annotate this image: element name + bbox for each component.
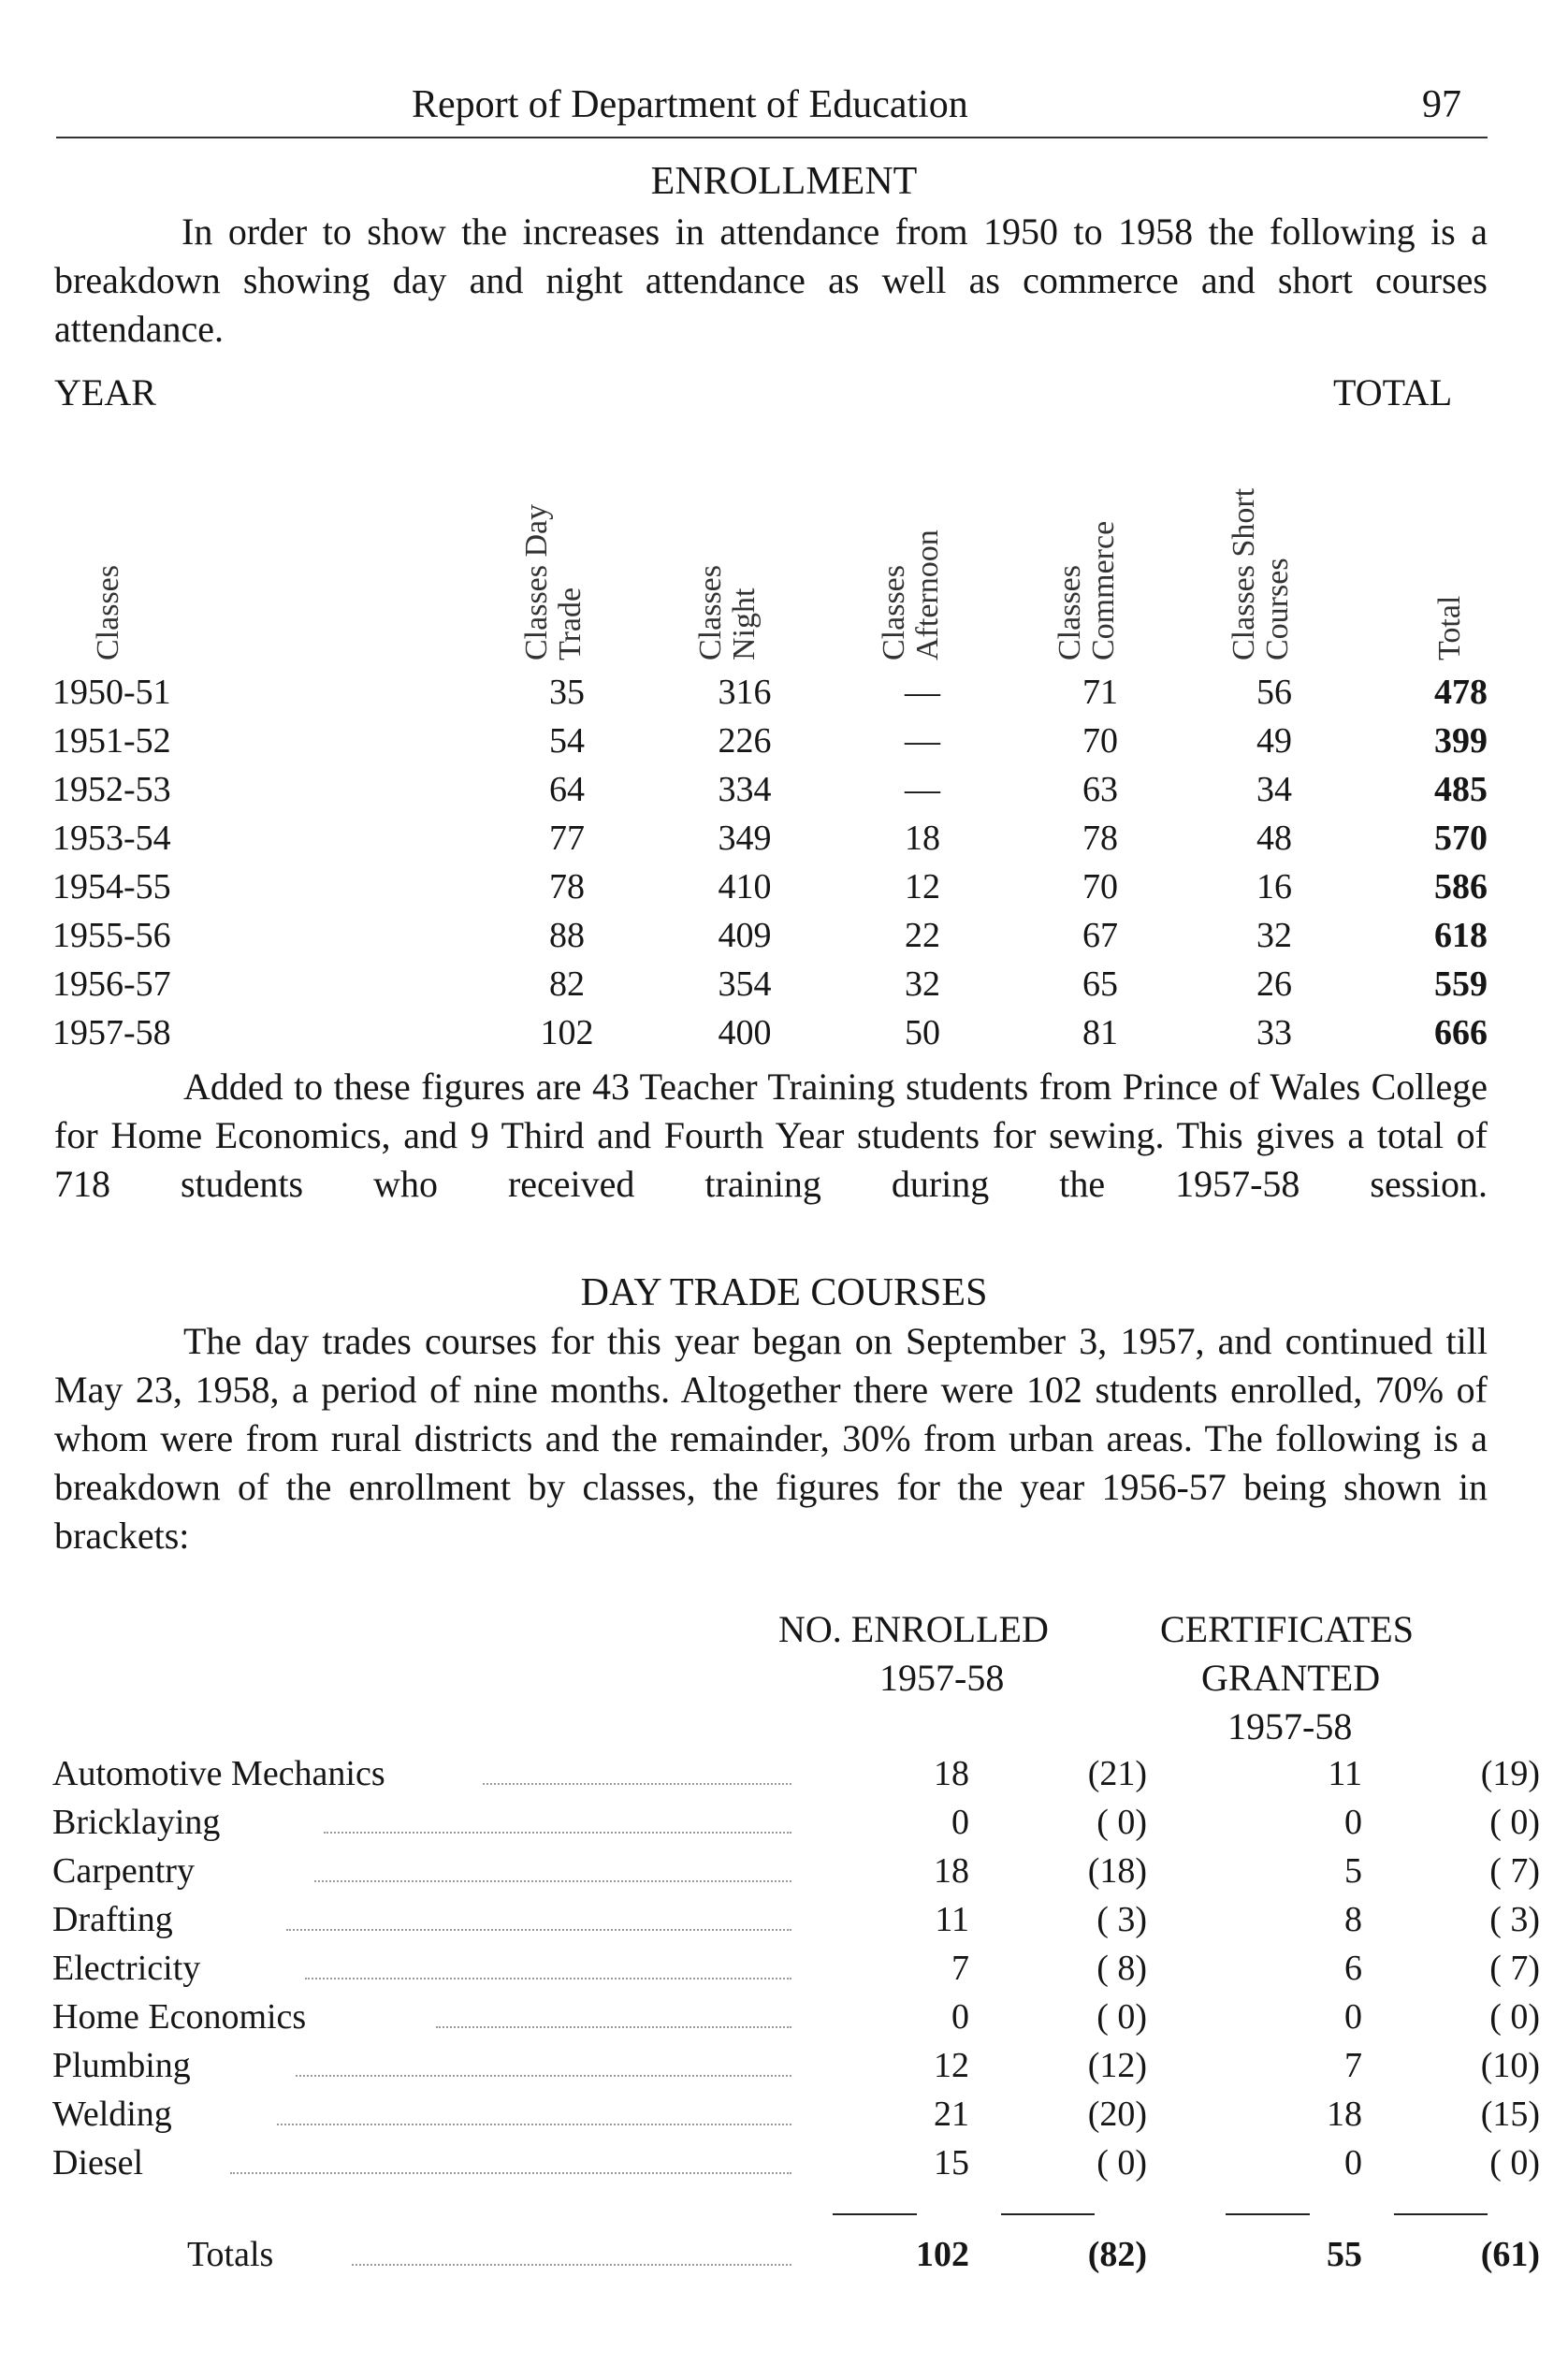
enrollment-row xyxy=(52,765,1488,814)
enrollment-cell-year: 1954-55 xyxy=(52,867,171,906)
enrollment-row xyxy=(52,814,1488,863)
enrollment-cell-day-trade: 54 xyxy=(549,721,585,761)
enrollment-cell-short-courses: 33 xyxy=(1256,1013,1292,1052)
enrollment-row xyxy=(52,717,1488,765)
enrollment-cell-commerce: 78 xyxy=(1082,819,1118,858)
enrollment-cell-afternoon: 12 xyxy=(905,867,940,906)
trade-cell-enrolled: 7 xyxy=(951,1949,969,1988)
trade-row xyxy=(52,1993,1540,2041)
trade-cell-certificates-prev: ( 0) xyxy=(1489,2143,1540,2182)
trade-cell-certificates-prev: (10) xyxy=(1480,2046,1540,2085)
enrollment-row xyxy=(52,1008,1488,1057)
year-label: YEAR xyxy=(54,371,156,413)
trade-cell-certificates-prev: (19) xyxy=(1480,1754,1540,1793)
trade-cell-enrolled: 0 xyxy=(951,1997,969,2037)
trade-cell-certificates: 8 xyxy=(1344,1900,1362,1939)
day-trade-intro: The day trades courses for this year began on September 3, 1957, and continued till May 23, 1958, a period of nine months. Altogether there were 102 students enrolled, 70% of whom were from rural districts and the remainder, 30% from urban areas. The following is a breakdown of the enrollment by classes, the figures for the year 1956-57 being shown in brackets: xyxy=(54,1320,1488,1557)
trade-cell-enrolled-prev: ( 0) xyxy=(1096,2143,1147,2182)
enrollment-cell-year: 1956-57 xyxy=(52,964,171,1004)
totals-leader-dots xyxy=(352,2264,791,2266)
col-head-short-courses: Classes Short Courses xyxy=(1227,487,1295,660)
enrollment-cell-day-trade: 102 xyxy=(540,1013,594,1052)
col-head-certificates: CERTIFICATES xyxy=(1160,1608,1414,1650)
col-head-enrolled-year: 1957-58 xyxy=(879,1657,1005,1699)
totals-enrolled-prev: (82) xyxy=(1087,2235,1147,2274)
trade-cell-certificates: 7 xyxy=(1344,2046,1362,2085)
enrollment-row xyxy=(52,911,1488,960)
enrollment-heading: ENROLLMENT xyxy=(650,160,918,203)
trade-cell-certificates-prev: ( 0) xyxy=(1489,1803,1540,1842)
totals-enrolled: 102 xyxy=(916,2235,969,2274)
col-head-cert-year: 1957-58 xyxy=(1227,1705,1353,1747)
trade-cell-enrolled-prev: ( 3) xyxy=(1096,1900,1147,1939)
totals-certs-prev: (61) xyxy=(1480,2235,1540,2274)
trade-cell-enrolled: 15 xyxy=(934,2143,969,2182)
trade-cell-certificates: 0 xyxy=(1344,1803,1362,1842)
trade-cell-certificates-prev: (15) xyxy=(1480,2095,1540,2134)
leader-dots xyxy=(286,1929,791,1931)
enrollment-cell-night: 400 xyxy=(718,1013,772,1052)
leader-dots xyxy=(324,1832,791,1834)
enrollment-cell-year: 1955-56 xyxy=(52,916,171,955)
enrollment-cell-afternoon: 18 xyxy=(905,819,940,858)
trade-cell-certificates: 5 xyxy=(1344,1851,1362,1891)
leader-dots xyxy=(314,1880,791,1882)
trade-cell-course-name: Carpentry xyxy=(52,1851,195,1891)
trade-cell-enrolled: 18 xyxy=(934,1851,969,1891)
enrollment-cell-day-trade: 82 xyxy=(549,964,585,1004)
enrollment-cell-afternoon: — xyxy=(905,770,940,809)
trade-cell-enrolled-prev: (20) xyxy=(1087,2095,1147,2134)
trade-cell-enrolled-prev: (12) xyxy=(1087,2046,1147,2085)
leader-dots xyxy=(230,2172,791,2174)
trade-cell-enrolled-prev: ( 0) xyxy=(1096,1803,1147,1842)
enrollment-cell-year: 1950-51 xyxy=(52,673,171,712)
enrollment-cell-day-trade: 77 xyxy=(549,819,585,858)
col-head-day-trade: Classes Day Trade xyxy=(519,503,588,660)
enrollment-note: Added to these figures are 43 Teacher Training students from Prince of Wales College for Home Economics, and 9 Third and Fourth Year students for sewing. This gives a total of 718 students who received training during the 1957-58 session. xyxy=(54,1066,1488,1205)
trade-cell-enrolled-prev: ( 0) xyxy=(1096,1997,1147,2037)
trade-cell-certificates-prev: ( 3) xyxy=(1489,1900,1540,1939)
enrollment-cell-night: 409 xyxy=(718,916,772,955)
enrollment-cell-day-trade: 64 xyxy=(549,770,585,809)
trade-row xyxy=(52,1749,1540,1798)
header-rule xyxy=(56,137,1488,138)
trade-cell-course-name: Plumbing xyxy=(52,2046,191,2085)
trade-cell-course-name: Welding xyxy=(52,2095,172,2134)
enrollment-cell-night: 349 xyxy=(718,819,772,858)
enrollment-cell-year: 1957-58 xyxy=(52,1013,171,1052)
col-head-granted: GRANTED xyxy=(1201,1657,1381,1699)
enrollment-cell-commerce: 70 xyxy=(1082,721,1118,761)
trade-cell-certificates: 0 xyxy=(1344,1997,1362,2037)
enrollment-cell-short-courses: 32 xyxy=(1256,916,1292,955)
enrollment-cell-afternoon: 50 xyxy=(905,1013,940,1052)
trade-cell-certificates: 0 xyxy=(1344,2143,1362,2182)
trade-cell-course-name: Automotive Mechanics xyxy=(52,1754,385,1793)
enrollment-cell-short-courses: 48 xyxy=(1256,819,1292,858)
running-header-title: Report of Department of Education xyxy=(412,83,968,126)
trade-cell-enrolled-prev: (21) xyxy=(1087,1754,1147,1793)
trade-cell-enrolled-prev: ( 8) xyxy=(1096,1949,1147,1988)
total-label: TOTAL xyxy=(1333,371,1453,413)
col-head-total: Total xyxy=(1432,595,1467,660)
col-head-classes: Classes xyxy=(91,565,125,660)
day-trade-heading: DAY TRADE COURSES xyxy=(580,1271,988,1314)
col-head-enrolled: NO. ENROLLED xyxy=(778,1608,1049,1650)
enrollment-cell-night: 354 xyxy=(718,964,772,1004)
enrollment-cell-commerce: 71 xyxy=(1082,673,1118,712)
enrollment-cell-commerce: 81 xyxy=(1082,1013,1118,1052)
trade-row xyxy=(52,1895,1540,1944)
enrollment-cell-commerce: 67 xyxy=(1082,916,1118,955)
leader-dots xyxy=(277,2124,791,2125)
trade-row xyxy=(52,2090,1540,2139)
enrollment-cell-commerce: 65 xyxy=(1082,964,1118,1004)
leader-dots xyxy=(296,2075,791,2077)
enrollment-cell-night: 334 xyxy=(718,770,772,809)
col-head-night: Classes Night xyxy=(693,565,762,660)
trade-row xyxy=(52,1847,1540,1895)
enrollment-cell-afternoon: 32 xyxy=(905,964,940,1004)
totals-label: Totals xyxy=(187,2235,274,2274)
trade-cell-certificates: 18 xyxy=(1327,2095,1362,2134)
totals-row xyxy=(52,2230,1540,2279)
enrolled-prev-underline xyxy=(1001,2213,1095,2215)
col-head-afternoon: Classes Afternoon xyxy=(877,529,945,660)
enrollment-cell-day-trade: 78 xyxy=(549,867,585,906)
col-head-commerce: Classes Commerce xyxy=(1053,520,1121,660)
page-number: 97 xyxy=(1422,83,1461,126)
trade-cell-course-name: Electricity xyxy=(52,1949,201,1988)
enrollment-row xyxy=(52,668,1488,717)
enrollment-cell-night: 226 xyxy=(718,721,772,761)
enrollment-cell-night: 316 xyxy=(718,673,772,712)
trade-cell-enrolled: 0 xyxy=(951,1803,969,1842)
enrollment-cell-night: 410 xyxy=(718,867,772,906)
enrollment-cell-short-courses: 16 xyxy=(1256,867,1292,906)
enrollment-cell-commerce: 70 xyxy=(1082,867,1118,906)
trade-cell-certificates-prev: ( 7) xyxy=(1489,1851,1540,1891)
trade-cell-certificates-prev: ( 7) xyxy=(1489,1949,1540,1988)
enrollment-cell-day-trade: 88 xyxy=(549,916,585,955)
enrollment-cell-year: 1952-53 xyxy=(52,770,171,809)
enrollment-cell-short-courses: 26 xyxy=(1256,964,1292,1004)
enrollment-cell-total: 570 xyxy=(1434,819,1488,858)
trade-row xyxy=(52,2041,1540,2090)
enrollment-cell-total: 478 xyxy=(1434,673,1488,712)
trade-cell-course-name: Home Economics xyxy=(52,1997,307,2037)
enrollment-cell-year: 1953-54 xyxy=(52,819,171,858)
enrolled-underline xyxy=(833,2213,917,2215)
enrollment-cell-short-courses: 56 xyxy=(1256,673,1292,712)
leader-dots xyxy=(436,2026,791,2028)
enrollment-cell-afternoon: — xyxy=(905,721,940,761)
enrollment-cell-total: 618 xyxy=(1434,916,1488,955)
enrollment-row xyxy=(52,863,1488,911)
enrollment-cell-total: 399 xyxy=(1434,721,1488,761)
trade-cell-enrolled: 21 xyxy=(934,2095,969,2134)
trade-cell-certificates: 11 xyxy=(1328,1754,1362,1793)
enrollment-cell-year: 1951-52 xyxy=(52,721,171,761)
trade-cell-course-name: Bricklaying xyxy=(52,1803,221,1842)
enrollment-cell-short-courses: 34 xyxy=(1256,770,1292,809)
certs-underline xyxy=(1226,2213,1310,2215)
enrollment-row xyxy=(52,960,1488,1008)
trade-cell-enrolled: 11 xyxy=(935,1900,969,1939)
enrollment-cell-total: 666 xyxy=(1434,1013,1488,1052)
leader-dots xyxy=(305,1978,791,1979)
trade-cell-certificates: 6 xyxy=(1344,1949,1362,1988)
trade-cell-certificates-prev: ( 0) xyxy=(1489,1997,1540,2037)
trade-row xyxy=(52,1944,1540,1993)
trade-row xyxy=(52,1798,1540,1847)
leader-dots xyxy=(483,1783,791,1785)
enrollment-cell-afternoon: — xyxy=(905,673,940,712)
totals-certs: 55 xyxy=(1327,2235,1362,2274)
enrollment-cell-day-trade: 35 xyxy=(549,673,585,712)
enrollment-cell-total: 586 xyxy=(1434,867,1488,906)
trade-cell-course-name: Diesel xyxy=(52,2143,144,2182)
enrollment-cell-total: 559 xyxy=(1434,964,1488,1004)
enrollment-intro: In order to show the increases in attendance from 1950 to 1958 the following is a breakdown showing day and night attendance as well as commerce and short courses attendance. xyxy=(54,210,1488,350)
enrollment-cell-short-courses: 49 xyxy=(1256,721,1292,761)
enrollment-cell-commerce: 63 xyxy=(1082,770,1118,809)
trade-cell-enrolled: 18 xyxy=(934,1754,969,1793)
trade-cell-course-name: Drafting xyxy=(52,1900,173,1939)
enrollment-cell-total: 485 xyxy=(1434,770,1488,809)
trade-cell-enrolled-prev: (18) xyxy=(1087,1851,1147,1891)
trade-cell-enrolled: 12 xyxy=(934,2046,969,2085)
certs-prev-underline xyxy=(1394,2213,1488,2215)
trade-row xyxy=(52,2139,1540,2187)
enrollment-cell-afternoon: 22 xyxy=(905,916,940,955)
